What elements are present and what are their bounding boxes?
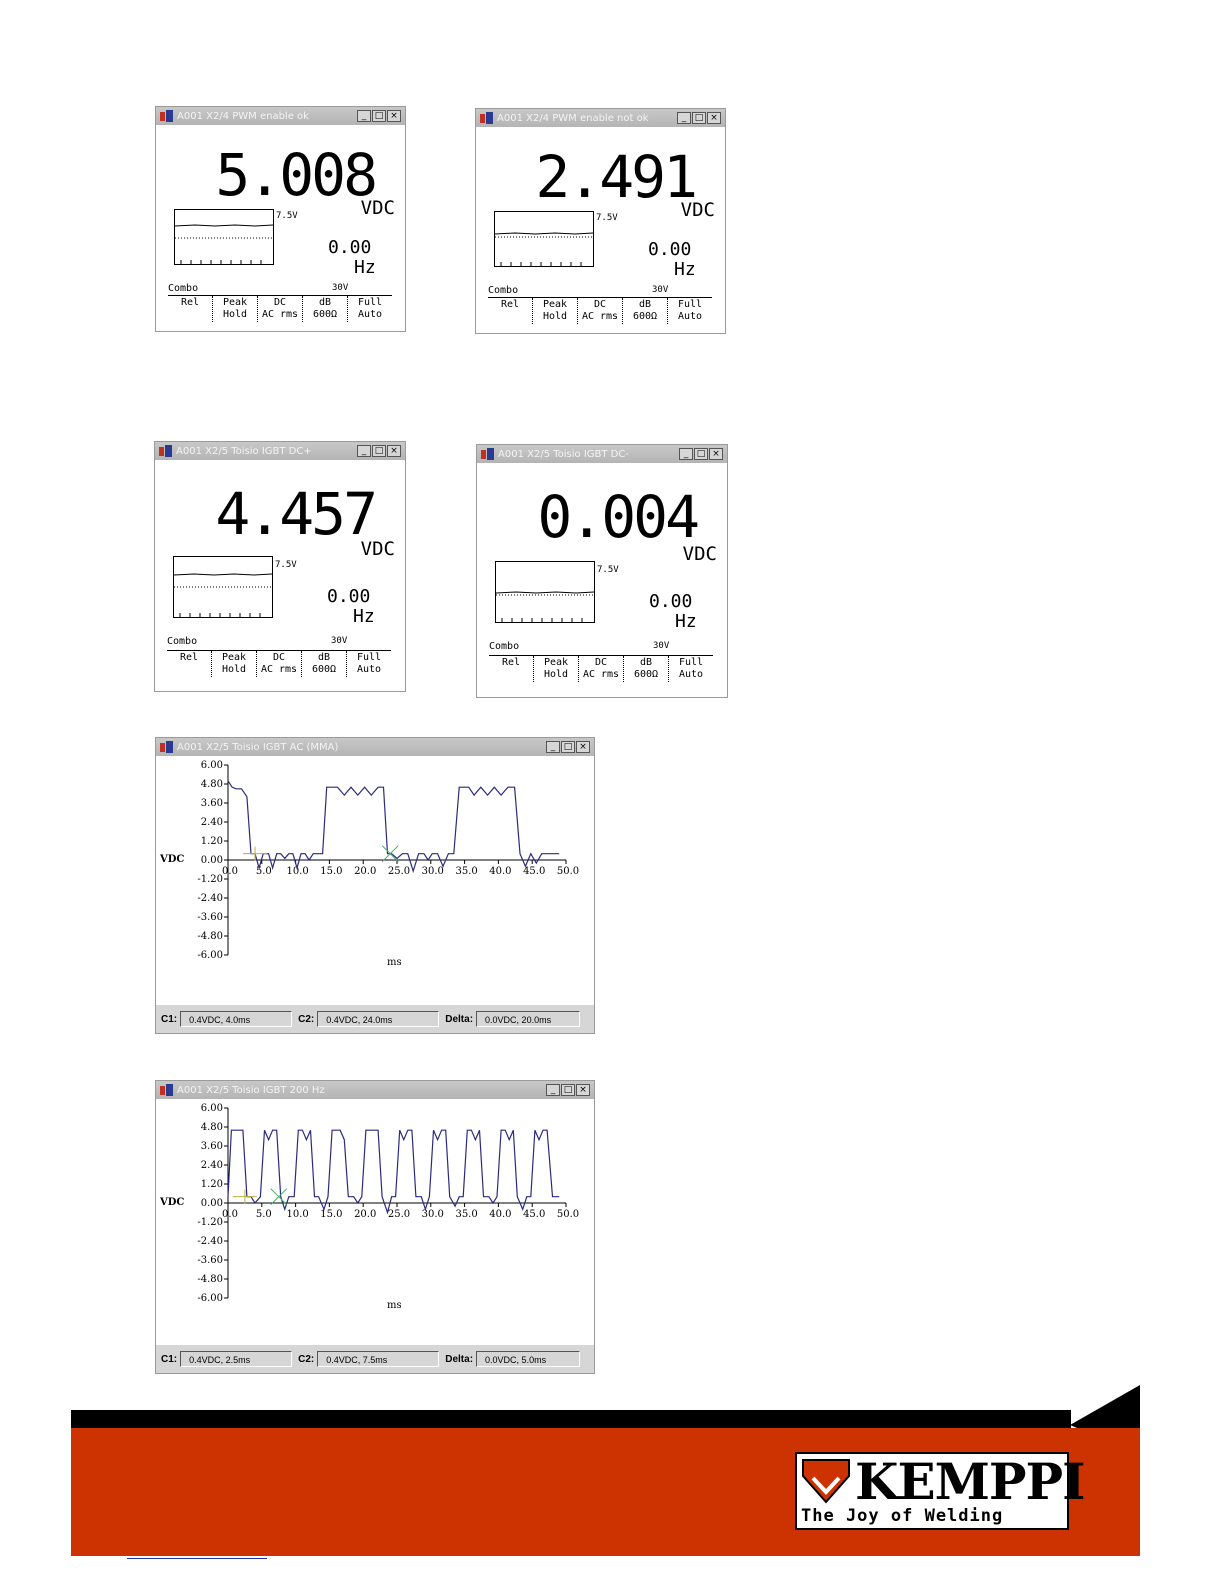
softkey-peak-hold[interactable]: Peak Hold: [213, 296, 258, 322]
meter-app-icon: [481, 448, 495, 460]
minimize-button[interactable]: _: [677, 112, 691, 124]
y-tick-label: 2.40: [200, 1160, 223, 1171]
bar-graph-trace: [495, 212, 593, 266]
bar-graph-trace: [174, 557, 272, 617]
x-axis-label: ms: [387, 1300, 402, 1311]
window-title: A001 X2/5 Toisio IGBT 200 Hz: [177, 1084, 325, 1096]
softkey-db[interactable]: dB 600Ω: [302, 651, 347, 677]
x-tick-label: 20.0: [354, 1209, 377, 1220]
scale-label: 7.5V: [596, 213, 618, 223]
title-bar[interactable]: [156, 1081, 594, 1099]
bar-graph: [174, 209, 274, 265]
x-tick-label: 0.0: [222, 1209, 238, 1220]
x-tick-label: 40.0: [489, 866, 512, 877]
bar-graph-trace: [496, 562, 594, 622]
softkey-rel[interactable]: Rel: [488, 298, 533, 324]
frequency-reading: 0.00: [327, 586, 371, 607]
maximize-button[interactable]: □: [692, 112, 706, 124]
c2-field: 0.4VDC, 24.0ms: [317, 1011, 439, 1027]
cursor-status-bar: [156, 1345, 594, 1373]
softkey-dc-ac[interactable]: DC AC rms: [578, 298, 623, 324]
meter-display: [476, 127, 725, 333]
scale-label: 7.5V: [276, 211, 298, 221]
scope-app-icon: [160, 741, 174, 753]
close-button[interactable]: ×: [709, 448, 723, 460]
meter-display: [156, 125, 405, 331]
c2-label: C2:: [298, 1353, 315, 1365]
main-reading: 5.008: [215, 141, 375, 209]
close-button[interactable]: ×: [707, 112, 721, 124]
waveform-line: [228, 1130, 559, 1212]
x-tick-label: 40.0: [489, 1209, 512, 1220]
x-tick-label: 15.0: [320, 866, 343, 877]
y-tick-label: 1.20: [200, 836, 223, 847]
x-tick-label: 50.0: [556, 866, 580, 877]
maximize-button[interactable]: □: [694, 448, 708, 460]
title-bar[interactable]: [156, 107, 405, 125]
range-label: 30V: [653, 641, 670, 651]
softkey-rel[interactable]: Rel: [168, 296, 213, 322]
x-tick-label: 15.0: [320, 1209, 343, 1220]
softkey-rel[interactable]: Rel: [489, 656, 534, 682]
softkey-full-auto[interactable]: Full Auto: [678, 657, 704, 680]
y-tick-label: 2.40: [200, 817, 223, 828]
delta-field: 0.0VDC, 5.0ms: [476, 1351, 580, 1367]
meter-window-3[interactable]: [154, 441, 406, 692]
close-button[interactable]: ×: [576, 741, 590, 753]
scope-window-2[interactable]: [155, 1080, 595, 1374]
frequency-reading: 0.00: [649, 591, 693, 612]
softkey-dc-ac[interactable]: DC AC rms: [258, 296, 303, 322]
title-bar[interactable]: [476, 109, 725, 127]
brand-name: KEMPPI: [855, 1452, 1085, 1511]
c1-field: 0.4VDC, 4.0ms: [180, 1011, 292, 1027]
y-tick-label: -3.60: [197, 912, 223, 923]
window-title: A001 X2/4 PWM enable not ok: [497, 112, 649, 124]
x-tick-label: 45.0: [523, 866, 546, 877]
c1-label: C1:: [161, 1353, 178, 1365]
c2-field: 0.4VDC, 7.5ms: [317, 1351, 439, 1367]
softkey-peak-hold[interactable]: Peak Hold: [533, 298, 578, 324]
scope-chart: [156, 756, 594, 1006]
x-tick-label: 30.0: [421, 866, 444, 877]
scale-label: 7.5V: [275, 560, 297, 570]
close-button[interactable]: ×: [576, 1084, 590, 1096]
y-axis-label: VDC: [160, 1197, 185, 1208]
x-tick-label: 35.0: [455, 866, 478, 877]
scope-plot-area: [156, 756, 594, 1033]
title-bar[interactable]: [477, 445, 727, 463]
y-tick-label: -6.00: [197, 1293, 223, 1304]
x-tick-label: 5.0: [255, 866, 272, 877]
window-title: A001 X2/5 Toisio IGBT DC+: [176, 445, 312, 457]
delta-label: Delta:: [445, 1353, 474, 1365]
y-tick-label: -4.80: [197, 1274, 223, 1285]
meter-display: [477, 463, 727, 697]
scope-chart: [156, 1099, 594, 1347]
frequency-unit: Hz: [675, 611, 697, 632]
delta-field: 0.0VDC, 20.0ms: [476, 1011, 580, 1027]
minimize-button[interactable]: _: [546, 1084, 560, 1096]
x-tick-label: 50.0: [556, 1209, 580, 1220]
softkey-bar: [168, 295, 392, 322]
cursor-c1-marker: [243, 847, 267, 861]
reading-unit: VDC: [360, 538, 395, 560]
delta-label: Delta:: [445, 1013, 474, 1025]
x-tick-label: 5.0: [255, 1209, 272, 1220]
minimize-button[interactable]: _: [546, 741, 560, 753]
c2-label: C2:: [298, 1013, 315, 1025]
range-label: 30V: [332, 283, 349, 293]
y-tick-label: -1.20: [197, 874, 223, 885]
x-tick-label: 20.0: [354, 866, 377, 877]
softkey-bar: [488, 297, 712, 324]
softkey-bar: [489, 655, 713, 682]
scope-window-1[interactable]: [155, 737, 595, 1034]
softkey-db[interactable]: dB 600Ω: [303, 296, 348, 322]
scope-plot-area: [156, 1099, 594, 1373]
x-tick-label: 35.0: [455, 1209, 478, 1220]
softkey-full-auto[interactable]: Full Auto: [356, 652, 382, 675]
c1-label: C1:: [161, 1013, 178, 1025]
y-tick-label: 4.80: [200, 1122, 223, 1133]
softkey-db[interactable]: dB 600Ω: [623, 298, 668, 324]
c1-field: 0.4VDC, 2.5ms: [180, 1351, 292, 1367]
y-tick-label: -4.80: [197, 931, 223, 942]
y-tick-label: 3.60: [200, 798, 223, 809]
minimize-button[interactable]: _: [679, 448, 693, 460]
main-reading: 0.004: [537, 483, 697, 551]
y-tick-label: -6.00: [197, 950, 223, 961]
mode-label: Combo: [488, 285, 519, 296]
main-reading: 2.491: [535, 143, 695, 211]
meter-app-icon: [480, 112, 494, 124]
maximize-button[interactable]: □: [561, 1084, 575, 1096]
softkey-peak-hold[interactable]: Peak Hold: [212, 651, 257, 677]
window-title: A001 X2/5 Toisio IGBT DC-: [498, 448, 629, 460]
frequency-unit: Hz: [674, 259, 696, 280]
x-tick-label: 30.0: [421, 1209, 444, 1220]
softkey-full-auto[interactable]: Full Auto: [357, 297, 383, 320]
meter-app-icon: [160, 110, 174, 122]
y-tick-label: 1.20: [200, 1179, 223, 1190]
scale-label: 7.5V: [597, 565, 619, 575]
close-button[interactable]: ×: [387, 445, 401, 457]
frequency-reading: 0.00: [648, 239, 692, 260]
meter-window-4[interactable]: [476, 444, 728, 698]
y-tick-label: 4.80: [200, 779, 223, 790]
main-reading: 4.457: [215, 480, 375, 548]
x-tick-label: 25.0: [387, 1209, 411, 1220]
window-title: A001 X2/5 Toisio IGBT AC (MMA): [177, 741, 339, 753]
maximize-button[interactable]: □: [372, 445, 386, 457]
bar-graph: [494, 211, 594, 267]
y-tick-label: -1.20: [197, 1217, 223, 1228]
bar-graph: [173, 556, 273, 618]
cursor-c1-marker: [233, 1190, 257, 1204]
close-button[interactable]: ×: [387, 110, 401, 122]
y-tick-label: 3.60: [200, 1141, 223, 1152]
kemppi-logo: [795, 1452, 1085, 1530]
y-axis-label: VDC: [160, 854, 185, 865]
frequency-unit: Hz: [354, 257, 376, 278]
mode-label: Combo: [167, 636, 198, 647]
softkey-dc-ac[interactable]: DC AC rms: [257, 651, 302, 677]
softkey-peak-hold[interactable]: Peak Hold: [534, 656, 579, 682]
mode-label: Combo: [489, 641, 520, 652]
y-tick-label: -2.40: [197, 1236, 223, 1247]
footer-link-underline: [127, 1558, 267, 1559]
bar-graph: [495, 561, 595, 623]
cursor-c2-marker: [382, 846, 398, 862]
y-tick-label: 6.00: [200, 1103, 223, 1114]
minimize-button[interactable]: _: [357, 445, 371, 457]
maximize-button[interactable]: □: [561, 741, 575, 753]
cursor-status-bar: [156, 1005, 594, 1033]
y-tick-label: 6.00: [200, 760, 223, 771]
meter-display: [155, 460, 405, 691]
maximize-button[interactable]: □: [372, 110, 386, 122]
meter-app-icon: [159, 445, 173, 457]
softkey-bar: [167, 650, 391, 677]
minimize-button[interactable]: _: [357, 110, 371, 122]
scope-app-icon: [160, 1084, 174, 1096]
x-tick-label: 0.0: [222, 866, 238, 877]
softkey-rel[interactable]: Rel: [167, 651, 212, 677]
title-bar[interactable]: [156, 738, 594, 756]
x-tick-label: 25.0: [387, 866, 411, 877]
title-bar[interactable]: [155, 442, 405, 460]
kemppi-shield-icon: [801, 1458, 851, 1504]
reading-unit: VDC: [682, 543, 717, 565]
x-tick-label: 10.0: [286, 1209, 309, 1220]
meter-window-1[interactable]: [155, 106, 406, 332]
softkey-db[interactable]: dB 600Ω: [624, 656, 669, 682]
range-label: 30V: [652, 285, 669, 295]
mode-label: Combo: [168, 283, 199, 294]
brand-tagline: The Joy of Welding: [801, 1506, 1004, 1526]
x-tick-label: 10.0: [286, 866, 309, 877]
range-label: 30V: [331, 636, 348, 646]
softkey-dc-ac[interactable]: DC AC rms: [579, 656, 624, 682]
frequency-unit: Hz: [353, 606, 375, 627]
y-tick-label: -3.60: [197, 1255, 223, 1266]
x-tick-label: 45.0: [523, 1209, 546, 1220]
window-title: A001 X2/4 PWM enable ok: [177, 110, 309, 122]
softkey-full-auto[interactable]: Full Auto: [677, 299, 703, 322]
reading-unit: VDC: [680, 199, 715, 221]
meter-window-2[interactable]: [475, 108, 726, 334]
x-axis-label: ms: [387, 957, 402, 968]
y-tick-label: -2.40: [197, 893, 223, 904]
bar-graph-trace: [175, 210, 273, 264]
reading-unit: VDC: [360, 197, 395, 219]
y-tick-label: 0.00: [200, 855, 223, 866]
y-tick-label: 0.00: [200, 1198, 223, 1209]
footer-black-band: [71, 1410, 1071, 1428]
cursor-c2-marker: [271, 1189, 287, 1205]
frequency-reading: 0.00: [328, 237, 372, 258]
